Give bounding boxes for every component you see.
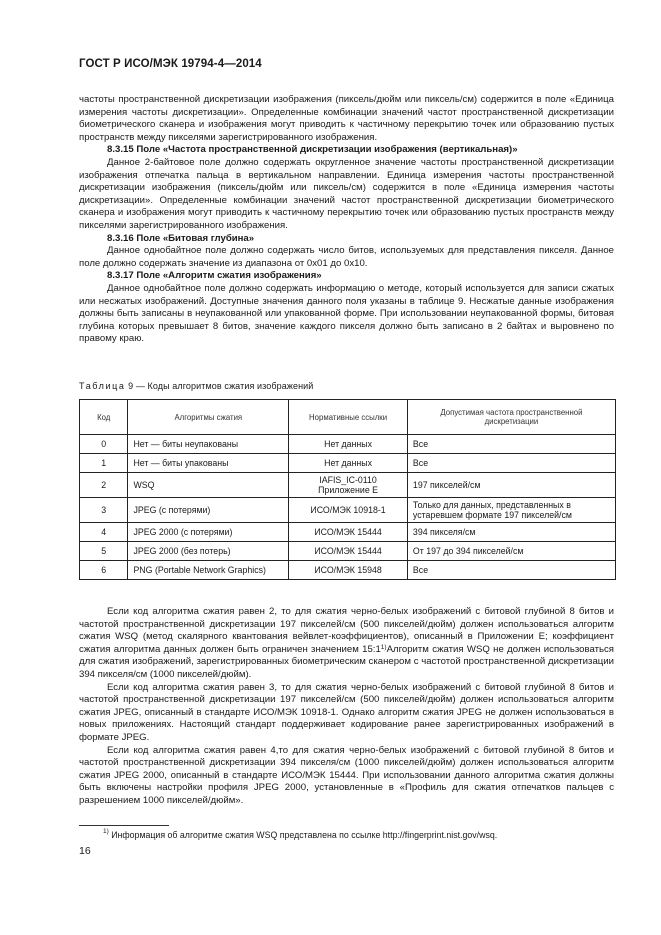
cell-algorithm: JPEG 2000 (с потерями) <box>128 523 289 542</box>
cell-code: 5 <box>80 542 128 561</box>
page-number: 16 <box>79 845 91 857</box>
body-text <box>79 94 614 346</box>
cell-reference: IAFIS_IC-0110 Приложение Е <box>289 473 408 498</box>
cell-reference: Нет данных <box>289 435 408 454</box>
table-row <box>80 523 616 542</box>
footnote-marker: 1) <box>103 828 109 835</box>
cell-code: 1 <box>80 454 128 473</box>
cell-reference: ИСО/МЭК 15444 <box>289 523 408 542</box>
cell-algorithm: JPEG 2000 (без потерь) <box>128 542 289 561</box>
table-row <box>80 561 616 580</box>
after-table-text <box>79 606 614 808</box>
section-text-8-3-16: Данное однобайтное поле должно содержать число битов, используемых для представления пикселя. Данное поле должно содержать значение из диапазона от 0x01 до 0x10. <box>79 245 614 269</box>
header-algorithm: Алгоритмы сжатия <box>128 400 289 435</box>
cell-resolution: Только для данных, представленных в устаревшем формате 197 пикселей/см <box>407 498 615 523</box>
cell-resolution: Все <box>407 435 615 454</box>
cell-code: 0 <box>80 435 128 454</box>
cell-algorithm: Нет — биты неупакованы <box>128 435 289 454</box>
section-heading-8-3-15: 8.3.15 Поле «Частота пространственной дискретизации изображения (вертикальная)» <box>107 144 518 156</box>
cell-algorithm: JPEG (с потерями) <box>128 498 289 523</box>
paragraph-code-3: Если код алгоритма сжатия равен 3, то для сжатия черно-белых изображений с битовой глубиной 8 битов и частотой пространственной дискретизации 197 пикселей/см (500 пикселей/дюйм) должен использоваться алгоритм сжатия JPEG, описанный в стандарте ИСО/МЭК 10918-1. Однако алгоритм сжатия JPEG не должен использоваться в новых приложениях. Настоящий стандарт поддерживает кодирование ранее зарегистрированных изображений в формате JPEG. <box>79 681 614 743</box>
table-row <box>80 542 616 561</box>
cell-reference: ИСО/МЭК 15444 <box>289 542 408 561</box>
compression-codes-table <box>79 399 616 580</box>
header-resolution: Допустимая частота пространственной дискретизации <box>407 400 615 435</box>
table-row <box>80 473 616 498</box>
cell-reference: Нет данных <box>289 454 408 473</box>
footnote <box>103 830 497 840</box>
cell-resolution: Все <box>407 454 615 473</box>
paragraph-code-2-text: Если код алгоритма сжатия равен 2, то для сжатия черно-белых изображений с битовой глубиной 8 битов и частотой пространственной дискретизации 197 пикселей/см (500 пикселей/дюйм) должен использоваться алгоритм сжатия WSQ (метод скалярного квантования вейвлет-коэффициентов), описанный в Приложении Е; коэффициент сжатия алгоритма данных должен быть ограничен значением 15:1 <box>79 606 614 655</box>
table-header-row <box>80 400 616 435</box>
footnote-reference: 1) <box>380 643 387 651</box>
cell-code: 6 <box>80 561 128 580</box>
section-text-8-3-15: Данное 2-байтовое поле должно содержать округленное значение частоты пространственной дискретизации изображения отпечатка пальца в вертикальном направлении. Единица измерения частоты пространственной дискретизации изображения (пиксель/дюйм или пиксель/см) содержится в поле «Единица измерения частоты дискретизации». Определенные комбинации значений частот пространственной дискретизации биометрического сканера и изображения могут приводить к частичному перекрытию точек или образованию пустых пространств между пикселями зарегистрированного изображения. <box>79 156 614 231</box>
section-text-8-3-17: Данное однобайтное поле должно содержать информацию о методе, который используется для записи сжатых или несжатых изображений. Доступные значения данного поля указаны в таблице 9. Несжатые данные изображения должны быть записаны в неупакованной или упакованной форме. При использовании неупакованной формы, битовая глубина которых превышает 8 битов, значение каждого пикселя должно быть записано в 2 байтах и выровнено по правому краю. <box>79 282 614 345</box>
table-row <box>80 435 616 454</box>
footnote-text: Информация об алгоритме сжатия WSQ представлена по ссылке http://fingerprint.nist.gov/wsq. <box>111 830 498 840</box>
cell-resolution: Все <box>407 561 615 580</box>
cell-resolution: 394 пикселя/см <box>407 523 615 542</box>
cell-reference: ИСО/МЭК 10918-1 <box>289 498 408 523</box>
paragraph-code-2-continuation: Алгоритм сжатия WSQ не должен использоваться для сжатия изображений, зарегистрированных биометрическим сканером с частотой пространственной дискретизации 394 пикселя/см (1000 пикселей/дюйм). <box>79 643 614 680</box>
footnote-divider <box>79 825 169 826</box>
table-row <box>80 498 616 523</box>
table-caption <box>79 381 313 391</box>
paragraph-code-2 <box>79 606 614 682</box>
cell-code: 4 <box>80 523 128 542</box>
paragraph-code-4: Если код алгоритма сжатия равен 4,то для сжатия черно-белых изображений с битовой глубиной 8 битов и частотой пространственной дискретизации 394 пикселя/см (1000 пикселей/дюйм) должен использоваться алгоритм сжатия JPEG 2000, описанный в стандарте ИСО/МЭК 15444. При использовании данного алгоритма сжатия должны быть включены настройки профиля JPEG 2000, установленные в «Профиль для сжатия отпечатков пальцев с разрешением 1000 пикселей/дюйм». <box>79 744 614 806</box>
cell-reference: ИСО/МЭК 15948 <box>289 561 408 580</box>
table-caption-text: 9 — Коды алгоритмов сжатия изображений <box>128 381 314 391</box>
header-code: Код <box>80 400 128 435</box>
cell-resolution: 197 пикселей/см <box>407 473 615 498</box>
table-row <box>80 454 616 473</box>
cell-code: 3 <box>80 498 128 523</box>
document-header: ГОСТ Р ИСО/МЭК 19794-4—2014 <box>79 58 262 70</box>
cell-code: 2 <box>80 473 128 498</box>
cell-resolution: От 197 до 394 пикселей/см <box>407 542 615 561</box>
section-heading-8-3-16: 8.3.16 Поле «Битовая глубина» <box>107 232 255 244</box>
table-caption-word: Таблица <box>79 381 126 391</box>
cell-algorithm: PNG (Portable Network Graphics) <box>128 561 289 580</box>
cell-algorithm: WSQ <box>128 473 289 498</box>
section-heading-8-3-17: 8.3.17 Поле «Алгоритм сжатия изображения» <box>107 270 322 282</box>
header-references: Нормативные ссылки <box>289 400 408 435</box>
cell-algorithm: Нет — биты упакованы <box>128 454 289 473</box>
intro-paragraph: частоты пространственной дискретизации изображения (пиксель/дюйм или пиксель/см) содержится в поле «Единица измерения частоты дискретизации». Определенные комбинации значений частот пространственной дискретизации биометрического сканера и изображения могут приводить к частичному перекрытию точек или образованию пустых пространств между пикселями зарегистрированного изображения. <box>79 94 614 143</box>
